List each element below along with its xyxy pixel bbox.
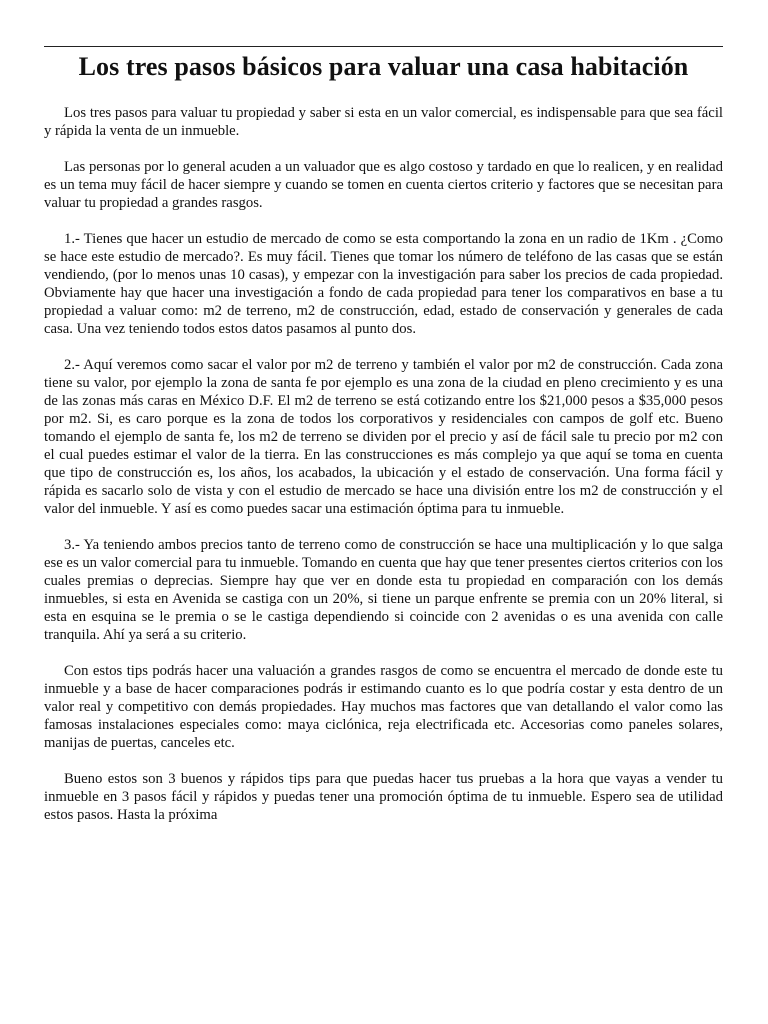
paragraph-intro: Los tres pasos para valuar tu propiedad y saber si esta en un valor comercial, es indispensable para que sea fácil y rápida la venta de un inmueble. [44, 105, 723, 139]
document-page [44, 46, 723, 842]
paragraph-context: Las personas por lo general acuden a un valuador que es algo costoso y tardado en que lo realicen, y en realidad es un tema muy fácil de hacer siempre y cuando se tomen en cuenta ciertos criterio y factores que se necesitan para valuar tu propiedad a grandes rasgos. [44, 159, 723, 211]
document-body [44, 104, 723, 824]
paragraph-step-3: 3.- Ya teniendo ambos precios tanto de terreno como de construcción se hace una multiplicación y lo que salga ese es un valor comercial para tu inmueble. Tomando en cuenta que hay que tener presentes ciertos criterios con los cuales premias o deprecias. Siempre hay que ver en donde esta tu propiedad en comparación con los demás inmuebles, si esta en Avenida se castiga con un 20%, si tiene un parque enfrente se premia con un 20% literal, si esta en esquina se le premia o se le castiga dependiendo si coincide con 2 avenidas o es una avenida con calle tranquila. Ahí ya será a su criterio. [44, 537, 723, 643]
paragraph-closing: Bueno estos son 3 buenos y rápidos tips para que puedas hacer tus pruebas a la hora que vayas a vender tu inmueble en 3 pasos fácil y rápidos y puedas tener una promoción óptima de tu inmueble. Espero sea de utilidad estos pasos. Hasta la próxima [44, 771, 723, 823]
paragraph-tips: Con estos tips podrás hacer una valuación a grandes rasgos de como se encuentra el mercado de donde este tu inmueble y a base de hacer comparaciones podrás ir estimando cuanto es lo que podría costar y esta dentro de un valor real y competitivo con demás propiedades. Hay muchos mas factores que van detallando el valor como las famosas instalaciones especiales como: maya ciclónica, reja electrificada etc. Accesorias como paneles solares, manijas de puertas, canceles etc. [44, 663, 723, 751]
document-title: Los tres pasos básicos para valuar una casa habitación [78, 52, 689, 81]
paragraph-step-1: 1.- Tienes que hacer un estudio de mercado de como se esta comportando la zona en un radio de 1Km . ¿Como se hace este estudio de mercado?. Es muy fácil. Tienes que tomar los número de teléfono de las casas que se están vendiendo, (por lo menos unas 10 casas), y empezar con la investigación para saber los precios de cada propiedad. Obviamente hay que hacer una investigación a fondo de cada propiedad para tener los comparativos en base a tu propiedad a valuar como: m2 de terreno, m2 de construcción, edad, estado de conservación y generales de cada casa. Una vez teniendo todos estos datos pasamos al punto dos. [44, 231, 723, 337]
paragraph-step-2: 2.- Aquí veremos como sacar el valor por m2 de terreno y también el valor por m2 de construcción. Cada zona tiene su valor, por ejemplo la zona de santa fe por ejemplo es una zona de la ciudad en pleno crecimiento y es una de las zonas más caras en México D.F. El m2 de terreno se está cotizando entre los $21,000 pesos a $35,000 pesos por m2. Si, es caro porque es la zona de todos los corporativos y residenciales con campos de golf etc. Bueno tomando el ejemplo de santa fe, los m2 de terreno se dividen por el precio y así de fácil sale tu precio por m2 con el cual puedes estimar el valor de la tierra. En las construcciones es más complejo ya que aquí se toma en cuenta que tipo de construcción es, los años, los acabados, la ubicación y el estado de conservación. Una forma fácil y rápida es sacarlo solo de vista y con el estudio de mercado se hace una división entre los m2 de construcción y el valor del inmueble. Y así es como puedes sacar una estimación óptima para tu inmueble. [44, 357, 723, 517]
header-rule [44, 46, 723, 47]
